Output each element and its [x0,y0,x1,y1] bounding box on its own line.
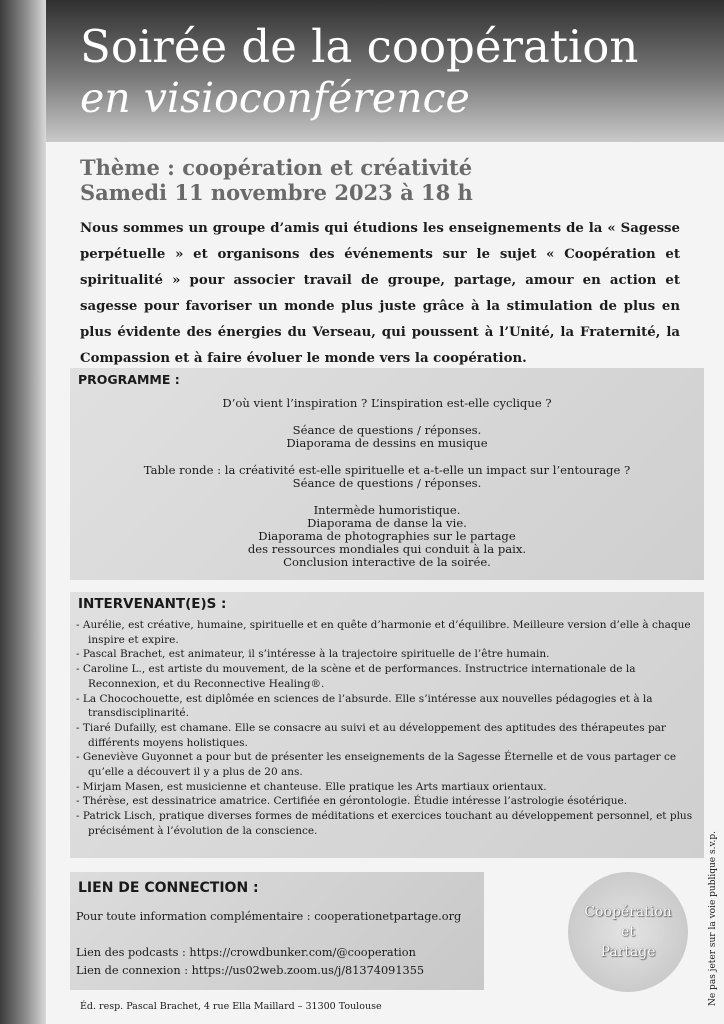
logo-line: et [621,924,635,940]
intervenant-item: - Caroline L., est artiste du mouvement, de la scène et de performances. Instructrice internationale de la Reconnexion, et du Reconnective Healing®. [76,663,636,690]
intervenant-item: - Patrick Lisch, pratique diverses formes de méditations et exercices touchant au développement personnel, et plus précisément à l’évolution de la conscience. [76,810,693,837]
programme-line: Conclusion interactive de la soirée. [283,555,491,569]
programme-line: Séance de questions / réponses. [292,423,482,437]
info-text: Pour toute information complémentaire : cooperationetpartage.org [76,910,462,923]
programme-block [70,397,704,410]
podcasts-link[interactable]: Lien des podcasts : https://crowdbunker.com/@cooperation [76,946,416,959]
intervenant-item: - La Chocochouette, est diplômée en sciences de l’absurde. Elle s’intéresse aux nouvelles pédagogies et à la transdisciplinarité. [76,692,653,720]
programme-box [70,368,704,580]
programme-line: Intermède humoristique. [313,503,461,517]
programme-line: des ressources mondiales qui conduit à la paix. [247,542,527,556]
connection-box [70,872,484,990]
intervenants-box [70,592,704,858]
intervenant-item: - Thérèse, est dessinatrice amatrice. Certifiée en gérontologie. Étudie intéresse l’astrologie ésotérique. [76,795,628,808]
cooperation-partage-logo [568,872,688,992]
page-title: Soirée de la coopération [80,20,639,73]
programme-line: Diaporama de dessins en musique [286,436,488,450]
intervenant-item: - Geneviève Guyonnet a pour but de présenter les enseignements de la Sagesse Éternelle et de vous partager ce qu’elle a découvert il y a plus de 20 ans. [76,751,677,779]
programme-line: Diaporama de danse la vie. [307,516,467,530]
programme-line: D’où vient l’inspiration ? L’inspiration est-elle cyclique ? [222,396,552,410]
left-gradient-band [0,0,46,1024]
programme-block [70,424,704,450]
intervenant-item: - Mirjam Masen, est musicienne et chanteuse. Elle pratique les Arts martiaux orientaux. [76,780,547,793]
connection-title: LIEN DE CONNECTION : [78,880,259,896]
logo-text [568,902,688,962]
programme-line: Table ronde : la créativité est-elle spirituelle et a-t-elle un impact sur l’entourage ? [143,463,631,477]
programme-line: Séance de questions / réponses. [292,476,482,490]
publisher-footer: Éd. resp. Pascal Brachet, 4 rue Ella Maillard – 31300 Toulouse [80,1001,382,1012]
programme-title: PROGRAMME : [78,372,180,387]
logo-line: Partage [600,944,656,960]
programme-content [70,397,704,583]
intervenant-item: - Pascal Brachet, est animateur, il s’intéresse à la trajectoire spirituelle de l’être humain. [76,648,550,661]
programme-block [70,504,704,569]
logo-line: Coopération [584,904,672,920]
programme-block [70,464,704,490]
connexion-link[interactable]: Lien de connexion : https://us02web.zoom.us/j/81374091355 [76,964,425,977]
event-date: Samedi 11 novembre 2023 à 18 h [80,180,473,205]
intervenants-list [76,618,696,839]
intervenant-item: - Tiaré Dufailly, est chamane. Elle se consacre au suivi et au développement des aptitudes des thérapeutes par différents moyens holistiques. [76,721,666,749]
intervenant-item: - Aurélie, est créative, humaine, spirituelle et en quête d’harmonie et d’équilibre. Meilleure version d’elle à chaque inspire et expire. [76,619,691,646]
page-subtitle: en visioconférence [80,74,470,122]
programme-line: Diaporama de photographies sur le partage [258,529,516,543]
vertical-note: Ne pas jeter sur la voie publique s.v.p. [708,831,718,1006]
theme-heading: Thème : coopération et créativité [80,155,473,180]
intro-paragraph: Nous sommes un groupe d’amis qui étudions les enseignements de la « Sagesse perpétuelle » et organisons des événements sur le sujet « Coopération et spiritualité » pour associer travail de groupe, partage, amour en action et sagesse pour favoriser un monde plus juste grâce à la stimulation de plus en plus évidente des énergies du Verseau, qui poussent à l’Unité, la Fraternité, la Compassion et à faire évoluer le monde vers la coopération. [80,221,680,366]
intervenants-title: INTERVENANT(E)S : [78,596,227,612]
